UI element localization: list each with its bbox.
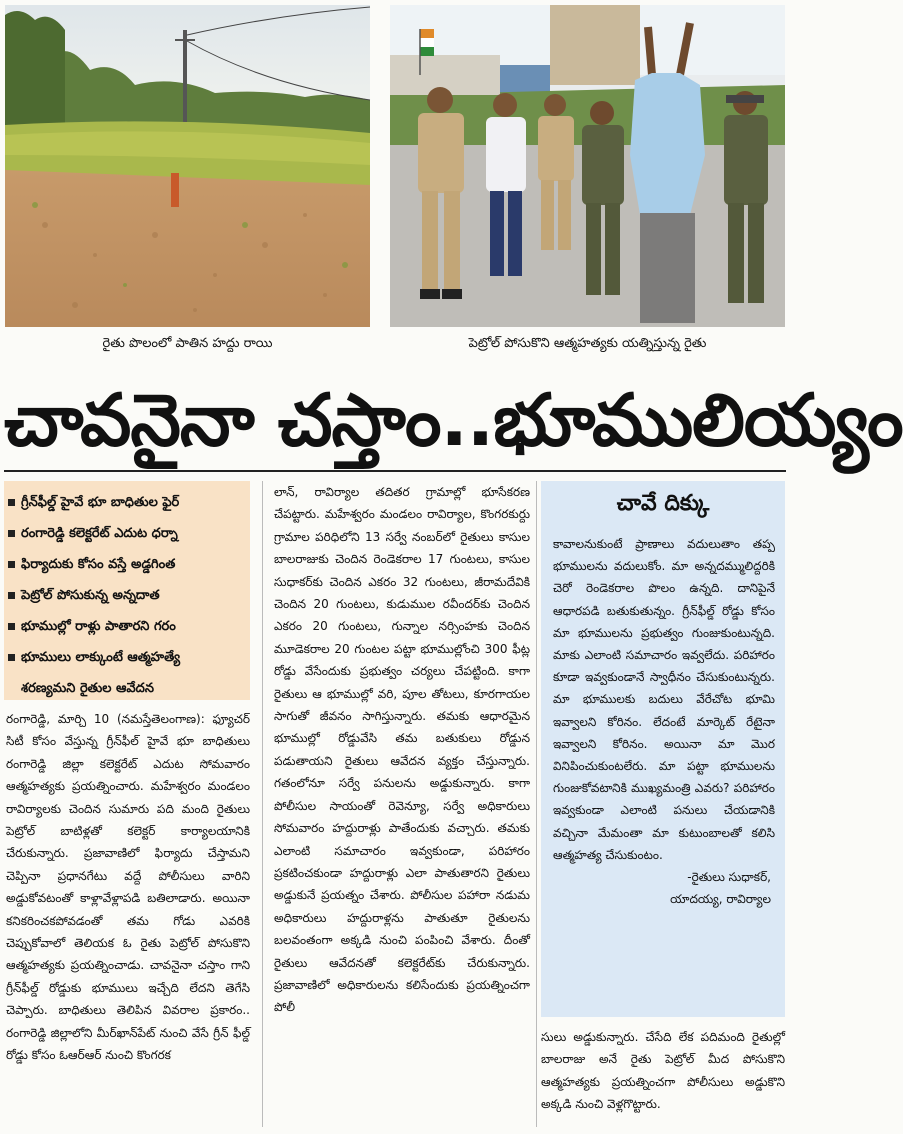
article-column-3 <box>541 1026 785 1128</box>
highlight-item: రంగారెడ్డి కలెక్టరేట్ ఎదుట ధర్నా <box>8 518 250 549</box>
sidebar-title: చావే దిక్కు <box>616 491 710 516</box>
highlight-item: పెట్రోల్ పోసుకున్న అన్నదాత <box>8 580 250 611</box>
photo-caption-left: రైతు పొలంలో పాతిన హద్దు రాయి <box>102 336 273 351</box>
headline: చావనైనా చస్తాం..భూములియ్యం <box>4 378 903 462</box>
highlight-item: ఫిర్యాదుకు కోసం వస్తే అడ్డగింత <box>8 549 250 580</box>
protest-illustration <box>390 5 785 327</box>
boundary-stone <box>171 173 179 207</box>
photo-farmer-protest <box>390 5 785 327</box>
highlight-item: శరణ్యమని రైతుల ఆవేదన <box>21 681 154 696</box>
column-divider <box>536 481 537 1127</box>
sidebar-signature-line2: యాదయ్య, రావిర్యాల <box>670 892 771 907</box>
highlight-item: భూములు లాక్కుంటే ఆత్మహత్యే <box>8 642 250 673</box>
highlight-item: గ్రీన్‌ఫీల్డ్ హైవే భూ బాధితుల ఫైర్ <box>8 487 250 518</box>
field-illustration <box>5 5 370 327</box>
highlights-box <box>4 481 250 700</box>
article-column-2 <box>274 481 530 1127</box>
column-divider <box>262 481 263 1127</box>
sidebar-signature-line1: -రైతులు సుధాకర్, <box>687 870 771 885</box>
sidebar-body: కావాలనుకుంటే ప్రాణాలు వదులుతాం తప్ప భూములను వదులుకోం. మా అన్నదమ్ములిద్దరికి చెరో రెండెకరాల పొలం ఉన్నది. దానిపైనే ఆధారపడి బతుకుతున్నం. గ్రీన్‌ఫీల్డ్ రోడ్డు కోసం మా భూములను ప్రభుత్వం గుంజుకుంటున్నది. మాకు ఎలాంటి సమాచారం ఇవ్వలేదు. పరిహారం కూడా ఇవ్వకుండానే స్వాధీనం చేసుకుంటున్నరు. మా భూములకు బదులు వేరేచోట భూమి ఇవ్వాలని కోరినం. లేదంటే మార్కెట్ రేటైనా ఇవ్వాలని కోరినం. అయినా మా మొర వినిపించుకుంటలేరు. మా పట్టా భూములను గుంజుకోవటానికి ముఖ్యమంత్రి ఎవరు? పరిహారం ఇవ్వకుండా ఎలాంటి పనులు చేయడానికి వచ్చినా మేమంతా మా కుటుంబాలతో కలిసి ఆత్మహత్య చేసుకుంటం. <box>553 537 775 862</box>
sidebar-quote-box <box>541 481 785 1017</box>
highlight-item: భూముల్లో రాళ్లు పాతారని గరం <box>8 611 250 642</box>
article-column-1 <box>6 708 250 1128</box>
article-col1-text: రంగారెడ్డి, మార్చి 10 (నమస్తేతెలంగాణ): ఫ్యూచర్ సిటీ కోసం వేస్తున్న గ్రీన్‌ఫీల్ హైవే భూ బాధితులు రంగారెడ్డి జిల్లా కలెక్టరేట్ ఎదుట సోమవారం ఆత్మహత్యకు ప్రయత్నించారు. మహేశ్వరం మండలం రావిర్యాలకు చెందిన సుమారు పది మంది రైతులు పెట్రోల్ బాటిళ్లతో కలెక్టర్ కార్యాలయానికి చేరుకున్నారు. ప్రజావాణిలో ఫిర్యాదు చేస్తామని చెప్పినా ప్రధానగేటు వద్దే పోలీసులు వారిని అడ్డుకోవటంతో కాళ్లావేళ్లాపడి బతిలాడారు. అయినా కనికరించకపోవడంతో తమ గోడు ఎవరికి చెప్పుకోవాలో తెలియక ఓ రైతు పెట్రోల్ పోసుకొని ఆత్మహత్యకు ప్రయత్నించాడు. చావనైనా చస్తాం గాని గ్రీన్‌ఫీల్డ్ రోడ్డుకు భూములు ఇచ్చేది లేదని తెగేసి చెప్పారు. బాధితులు తెలిపిన వివరాల ప్రకారం.. రంగారెడ్డి జిల్లాలోని మీర్‌ఖాన్‌పేట్ నుంచి వేసే గ్రీన్ ఫీల్డ్ రోడ్డు కోసం ఓఆర్‌ఆర్ నుంచి కొంగరక <box>6 712 250 1063</box>
photo-field-boundary-stone <box>5 5 370 327</box>
photo-caption-right: పెట్రోల్ పోసుకొని ఆత్మహత్యకు యత్నిస్తున్న రైతు <box>468 336 707 351</box>
article-col3-text: సులు అడ్డుకున్నారు. చేసేది లేక పదిమంది రైతుల్లో బాలరాజు అనే రైతు పెట్రోల్ మీద పోసుకొని ఆత్మహత్యకు ప్రయత్నించగా పోలీసులు అడ్డుకొని అక్కడి నుంచి వెళ్లగొట్టారు. <box>541 1030 785 1112</box>
headline-underline <box>4 470 786 472</box>
article-col2-text: లాన్, రావిర్యాల తదితర గ్రామాల్లో భూసేకరణ చేపట్టారు. మహేశ్వరం మండలం రావిర్యాల, కొంగరకుర్దు గ్రామాల పరిధిలోని 13 సర్వే నంబర్‌లో రైతులు కాసుల బాలరాజుకు చెందిన రెండెకరాల 17 గుంటలు, కాసుల సుధాకర్‌కు చెందిన ఎకరం 32 గుంటలు, జీరామదేవికి చెందిన 20 గుంటలు, కుడుముల రవీందర్‌కు చెందిన ఎకరం 20 గుంటలు, గున్నాల నర్సింహకు చెందిన మూడెకరాల 20 గుంటల పట్టా భూముల్లోంచి 300 ఫీట్ల రోడ్డు వేసేందుకు ప్రభుత్వం చర్యలు చేపట్టింది. కాగా రైతులు ఆ భూముల్లో వరి, పూల తోటలు, కూరగాయల సాగుతో జీవనం సాగిస్తున్నారు. తమకు ఆధారమైన భూముల్లో రోడ్డువేసి తమ బతుకులు రోడ్డున పడుతాయని రైతులు ఆవేదన వ్యక్తం చేస్తున్నారు. గతంలోనూ సర్వే పనులను అడ్డుకున్నారు. కాగా పోలీసుల సాయంతో రెవెన్యూ, సర్వే అధికారులు సోమవారం హద్దురాళ్లు పాతేందుకు వచ్చారు. తమకు ఎలాంటి సమాచారం ఇవ్వకుండా, పరిహారం ప్రకటించకుండా హద్దురాళ్లు ఎలా పాతుతారని రైతులు అడ్డుకునే ప్రయత్నం చేశారు. పోలీసుల పహారా నడుమ అధికారులు హద్దురాళ్లను పాతుతూ రైతులను బలవంతంగా అక్కడి నుంచి పంపించి వేశారు. దీంతో రైతులు ఆవేదనతో కలెక్టరేట్‌కు చేరుకున్నారు. ప్రజావాణిలో అధికారులను కలిసేందుకు ప్రయత్నించగా పోలీ <box>274 485 530 1015</box>
